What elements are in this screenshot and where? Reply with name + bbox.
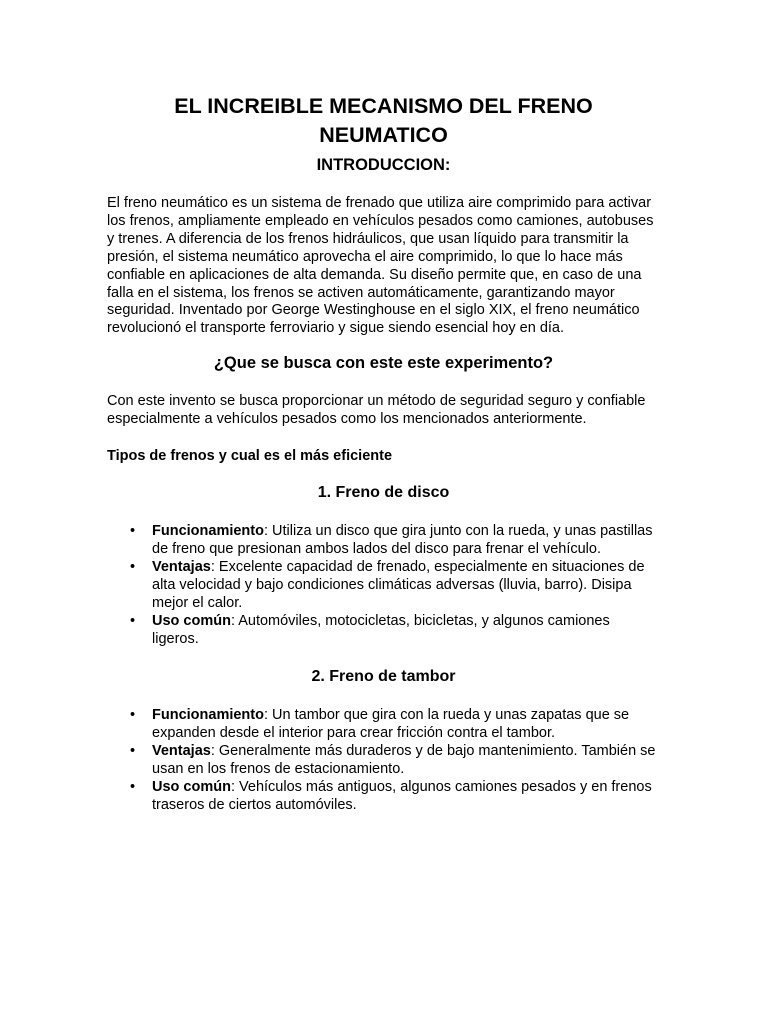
item-label: Ventajas	[152, 743, 211, 760]
type-heading-drum: 2. Freno de tambor	[311, 668, 456, 686]
list-item	[130, 523, 660, 559]
list-item	[130, 558, 660, 613]
intro-paragraph: El freno neumático es un sistema de frenado que utiliza aire comprimido para activar los frenos, ampliamente empleado en vehículos pesados como camiones, autobuses y trenes. A diferencia de los frenos hidráulicos, que usan líquido para transmitir la presión, el sistema neumático aprovecha el aire comprimido, lo que lo hace más confiable en aplicaciones de alta demanda. Su diseño permite que, en caso de una falla en el sistema, los frenos se activen automáticamente, garantizando mayor seguridad. Inventado por George Westinghouse en el siglo XIX, el freno neumático revolucionó el transporte ferroviario y sigue siendo esencial hoy en día.	[107, 195, 654, 337]
bullet-icon: •	[130, 743, 136, 760]
list-item	[130, 779, 660, 815]
document-title: EL INCREIBLE MECANISMO DEL FRENO NEUMATICO	[174, 94, 593, 147]
question-heading: ¿Que se busca con este este experimento?	[213, 354, 554, 373]
bullet-icon: •	[130, 558, 136, 575]
list-item	[130, 612, 660, 649]
item-text: : Vehículos más antiguos, algunos camiones pesados y en frenos traseros de ciertos automóviles.	[152, 779, 652, 813]
bullet-icon: •	[130, 523, 136, 540]
item-text: : Un tambor que gira con la rueda y unas zapatas que se expanden desde el interior para crear fricción contra el tambor.	[152, 707, 630, 742]
disc-brake-list	[107, 523, 660, 648]
item-label: Ventajas	[152, 558, 211, 575]
item-label: Funcionamiento	[152, 523, 264, 540]
list-item	[130, 743, 660, 779]
type-heading-disc: 1. Freno de disco	[317, 484, 450, 502]
item-label: Uso común	[152, 779, 231, 796]
item-text: : Excelente capacidad de frenado, especialmente en situaciones de alta velocidad y bajo condiciones climáticas adversas (lluvia, barro). Disipa mejor el calor.	[152, 558, 645, 611]
bullet-icon: •	[130, 707, 136, 724]
item-label: Uso común	[152, 612, 231, 629]
intro-heading: INTRODUCCION:	[316, 156, 451, 174]
item-text: : Generalmente más duraderos y de bajo mantenimiento. También se usan en los frenos de estacionamiento.	[152, 743, 656, 778]
item-label: Funcionamiento	[152, 707, 264, 724]
types-subheading: Tipos de frenos y cual es el más eficiente	[107, 448, 393, 465]
item-text: : Utiliza un disco que gira junto con la rueda, y unas pastillas de freno que presionan ambos lados del disco para frenar el vehículo.	[152, 523, 653, 557]
question-paragraph: Con este invento se busca proporcionar un método de seguridad seguro y confiable especialmente a vehículos pesados como los mencionados anteriormente.	[107, 393, 646, 428]
list-item	[130, 707, 660, 743]
drum-brake-list	[107, 707, 660, 814]
item-text: : Automóviles, motocicletas, bicicletas, y algunos camiones ligeros.	[152, 612, 610, 647]
bullet-icon: •	[130, 612, 136, 629]
bullet-icon: •	[130, 779, 136, 796]
